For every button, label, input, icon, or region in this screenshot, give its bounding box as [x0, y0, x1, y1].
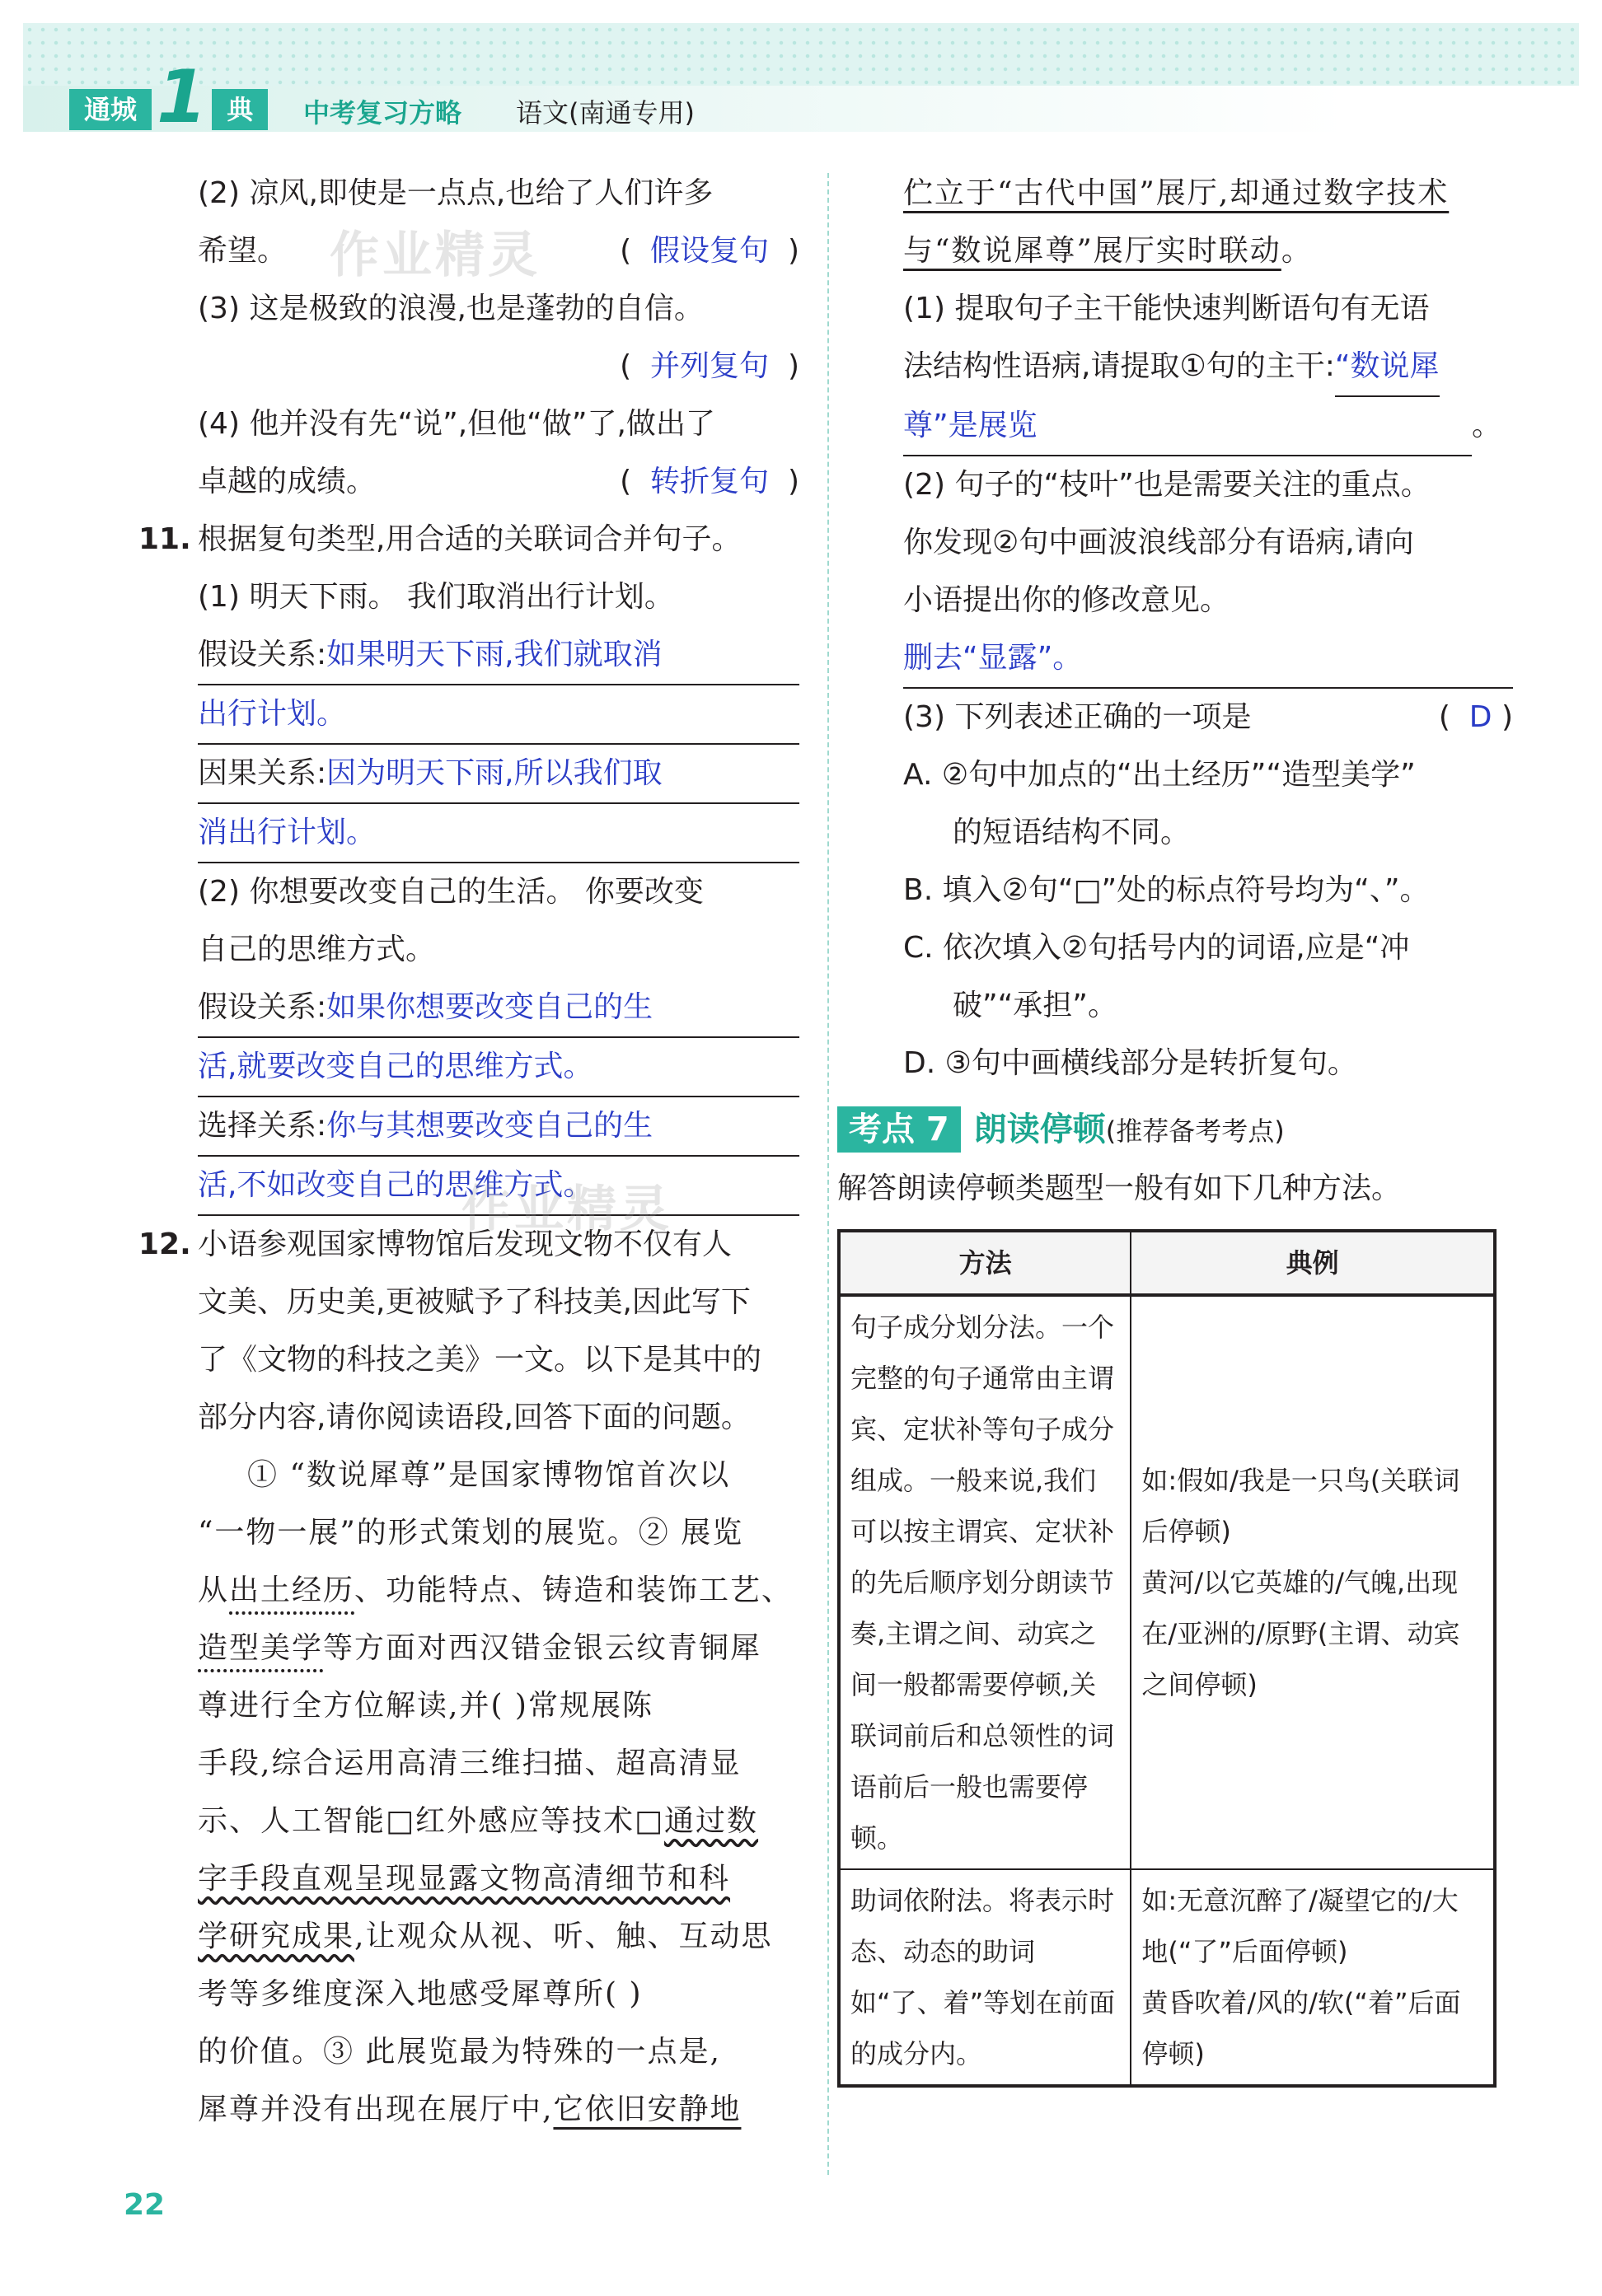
option-c-line1: C. 依次填入②句括号内的词语,应是“冲 [903, 931, 1410, 965]
book-title: 中考复习方略 [303, 97, 462, 129]
kaodian-intro: 解答朗读停顿类题型一般有如下几种方法。 [837, 1171, 1402, 1205]
dotted-phrase-1: 出土经历 [229, 1574, 355, 1607]
q11-1-jiashe-label: 假设关系: [198, 638, 327, 671]
q11-1-jiashe-answer-1: 如果明天下雨,我们就取消 [326, 638, 663, 671]
passage-line-8 [198, 1850, 799, 1908]
wavy-underline-3: 学研究成果 [198, 1920, 355, 1953]
table-header-example: 典例 [1131, 1231, 1495, 1295]
kaodian-title: 朗读停顿 [973, 1111, 1106, 1148]
option-d: D. ③句中画横线部分是转折复句。 [903, 1046, 1357, 1080]
q10-4-answer: 转折复句 [650, 465, 770, 498]
q11-2-jiashe-line1 [198, 979, 799, 1038]
table-header-row [839, 1231, 1495, 1295]
q11-2-jiashe-line2 [198, 1038, 799, 1097]
wavy-underline-1: 通过数 [664, 1804, 759, 1838]
wavy-underline-2: 字手段直观呈现显露文物高清细节和科 [198, 1862, 731, 1896]
q12-1-line1: (1) 提取句子主干能快速判断语句有无语 [903, 292, 1430, 325]
watermark: 作业精灵 [461, 1181, 672, 1238]
q12-1-answer-1: “数说犀 [1335, 338, 1440, 397]
passage-text: ,让观众从视、听、触、互动思 [354, 1920, 773, 1953]
q11-stem-line [138, 511, 799, 568]
passage-line-5: 尊进行全方位解读,并( )常规展陈 [198, 1689, 653, 1723]
q12-line4: 部分内容,请你阅读语段,回答下面的问题。 [198, 1401, 751, 1434]
q10-2-text: 希望。 [198, 234, 288, 268]
q12-1-answer-2: 尊”是展览 [903, 397, 1472, 456]
q11-2-xuanze-answer-2: 活,不如改变自己的思维方式。 [198, 1168, 593, 1202]
q11-2-jiashe-answer-2: 活,就要改变自己的思维方式。 [198, 1050, 593, 1083]
passage-line-2: “一物一展”的形式策划的展览。② 展览 [198, 1516, 744, 1550]
q12-1-line2 [903, 338, 1513, 397]
passage-line-1: ① “数说犀尊”是国家博物馆首次以 [247, 1458, 731, 1492]
q12-stem-1: 小语参观国家博物馆后发现文物不仅有人 [198, 1227, 733, 1261]
q10-3-answer: 并列复句 [650, 349, 770, 383]
q10-3-line2 [198, 338, 799, 395]
q11-stem: 根据复句类型,用合适的关联词合并句子。 [198, 522, 742, 556]
q11-2-xuanze-label: 选择关系: [198, 1109, 327, 1143]
q12-2-line2: 你发现②句中画波浪线部分有语病,请向 [903, 526, 1414, 559]
q12-1-line3 [903, 397, 1513, 456]
straight-underline-1: 它依旧安静地 [553, 2093, 742, 2126]
q10-3-answer-paren: ( 并列复句 ) [620, 349, 799, 383]
q11-1-yinguo-line1 [198, 745, 799, 804]
q11-2-line1: (2) 你想要改变自己的生活。 你要改变 [198, 875, 704, 909]
column-divider [827, 173, 829, 2175]
table-header-method: 方法 [839, 1231, 1131, 1295]
q11-1: (1) 明天下雨。 我们取消出行计划。 [198, 580, 674, 614]
table-row [839, 1869, 1495, 2086]
methods-table [837, 1229, 1497, 2088]
q10-3-line1: (3) 这是极致的浪漫,也是蓬勃的自信。 [198, 292, 704, 325]
table-cell-method: 句子成分划分法。一个完整的句子通常由主谓宾、定状补等句子成分组成。一般来说,我们可以按主谓宾、定状补的先后顺序划分朗读节奏,主谓之间、动宾之间一般都需要停顿,关联词前后和总领性的词语前后一般也需要停顿。 [839, 1295, 1131, 1869]
passage-line-14 [903, 222, 1513, 280]
q12-3-answer: D [1468, 700, 1492, 734]
passage-line-3 [198, 1562, 799, 1620]
q12-1-text: 法结构性语病,请提取①句的主干: [903, 349, 1335, 383]
q11-1-jiashe-line2 [198, 685, 799, 745]
q12-3-stem: (3) 下列表述正确的一项是 [903, 700, 1252, 734]
passage-line-10: 考等多维度深入地感受犀尊所( ) [198, 1977, 643, 2011]
passage-text: 。 [1281, 234, 1313, 268]
kaodian-subtitle: (推荐备考考点) [1105, 1115, 1285, 1147]
passage-text: 、功能特点、铸造和装饰工艺、 [354, 1574, 794, 1607]
q11-1-jiashe-answer-2: 出行计划。 [198, 697, 347, 731]
q10-4-answer-paren: ( 转折复句 ) [620, 465, 799, 498]
passage-line-12 [198, 2081, 799, 2139]
q12-1-end: 。 [1472, 409, 1502, 442]
book-subject: 语文(南通专用) [516, 97, 695, 129]
passage-line-6: 手段,综合运用高清三维扫描、超高清显 [198, 1747, 742, 1780]
q12-line2: 文美、历史美,更被赋予了科技美,因此写下 [198, 1285, 751, 1319]
series-logo [69, 54, 268, 139]
q11-1-yinguo-answer-2: 消出行计划。 [198, 816, 377, 849]
q10-4-line1: (4) 他并没有先“说”,但他“做”了,做出了 [198, 407, 715, 441]
q12-2-answer: 删去“显露”。 [903, 641, 1083, 675]
option-a-line1: A. ②句中加点的“出土经历”“造型美学” [903, 758, 1416, 792]
q10-4-line2 [198, 453, 799, 511]
kaodian-badge: 考点 7 [837, 1106, 961, 1153]
left-column [138, 165, 799, 2139]
q11-2-xuanze-line1 [198, 1097, 799, 1157]
right-column [837, 165, 1513, 2088]
q12-2-line3: 小语提出你的修改意见。 [903, 583, 1230, 617]
watermark: 作业精灵 [330, 227, 541, 284]
passage-text: 等方面对西汉错金银云纹青铜犀 [323, 1631, 762, 1665]
passage-text: 示、人工智能□红外感应等技术□ [198, 1804, 665, 1838]
logo-number: 1 [157, 54, 208, 139]
passage-line-9 [198, 1908, 799, 1966]
q11-2-jiashe-answer-1: 如果你想要改变自己的生 [326, 990, 653, 1024]
dotted-phrase-2: 造型美学 [198, 1631, 324, 1665]
q12-line3: 了《文物的科技之美》一文。以下是其中的 [198, 1343, 762, 1377]
q12-2-answer-line [903, 629, 1513, 689]
table-cell-method: 助词依附法。将表示时态、动态的助词如“了、着”等划在前面的成分内。 [839, 1869, 1131, 2086]
passage-line-11: 的价值。③ 此展览最为特殊的一点是, [198, 2035, 721, 2069]
straight-underline-2: 伫立于“古代中国”展厅,却通过数字技术 [903, 176, 1450, 210]
q11-2-jiashe-label: 假设关系: [198, 990, 327, 1024]
logo-text-2: 典 [212, 89, 268, 130]
q11-2-line2: 自己的思维方式。 [198, 933, 436, 966]
table-row [839, 1295, 1495, 1869]
q10-2-answer: 假设复句 [650, 234, 770, 268]
q12-3-answer-paren: ( D ) [1438, 700, 1513, 734]
option-b: B. 填入②句“□”处的标点符号均为“、”。 [903, 873, 1430, 907]
q11-1-yinguo-label: 因果关系: [198, 756, 327, 790]
passage-line-4 [198, 1620, 799, 1677]
option-c-line2: 破”“承担”。 [953, 989, 1117, 1022]
kaodian-heading [837, 1101, 1513, 1160]
q12-number: 12. [138, 1227, 191, 1261]
q12-2-line1: (2) 句子的“枝叶”也是需要关注的重点。 [903, 468, 1431, 502]
passage-line-7 [198, 1793, 799, 1850]
q11-1-yinguo-line2 [198, 804, 799, 863]
q11-2-xuanze-answer-1: 你与其想要改变自己的生 [326, 1109, 653, 1143]
page-number: 22 [124, 2188, 166, 2222]
q10-2-line1: (2) 凉风,即使是一点点,也给了人们许多 [198, 176, 714, 210]
passage-text: 犀尊并没有出现在展厅中, [198, 2093, 554, 2126]
q11-1-yinguo-answer-1: 因为明天下雨,所以我们取 [326, 756, 663, 790]
passage-text: 从 [198, 1574, 230, 1607]
q10-2-answer-paren: ( 假设复句 ) [620, 234, 799, 268]
straight-underline-3: 与“数说犀尊”展厅实时联动 [903, 234, 1281, 268]
q10-4-text: 卓越的成绩。 [198, 465, 377, 498]
option-a-line2: 的短语结构不同。 [953, 816, 1191, 849]
logo-text-1: 通城 [69, 89, 152, 130]
q12-3-line1 [903, 689, 1513, 746]
table-cell-example: 如:假如/我是一只鸟(关联词后停顿) 黄河/以它英雄的/气魄,出现在/亚洲的/原野(主谓、动宾之间停顿) [1131, 1295, 1495, 1869]
passage [198, 1447, 799, 2139]
passage-line-13 [903, 165, 1513, 222]
q11-number: 11. [138, 522, 191, 556]
q11-1-jiashe-line1 [198, 626, 799, 685]
table-cell-example: 如:无意沉醉了/凝望它的/大地(“了”后面停顿) 黄昏吹着/风的/软(“着”后面停顿) [1131, 1869, 1495, 2086]
